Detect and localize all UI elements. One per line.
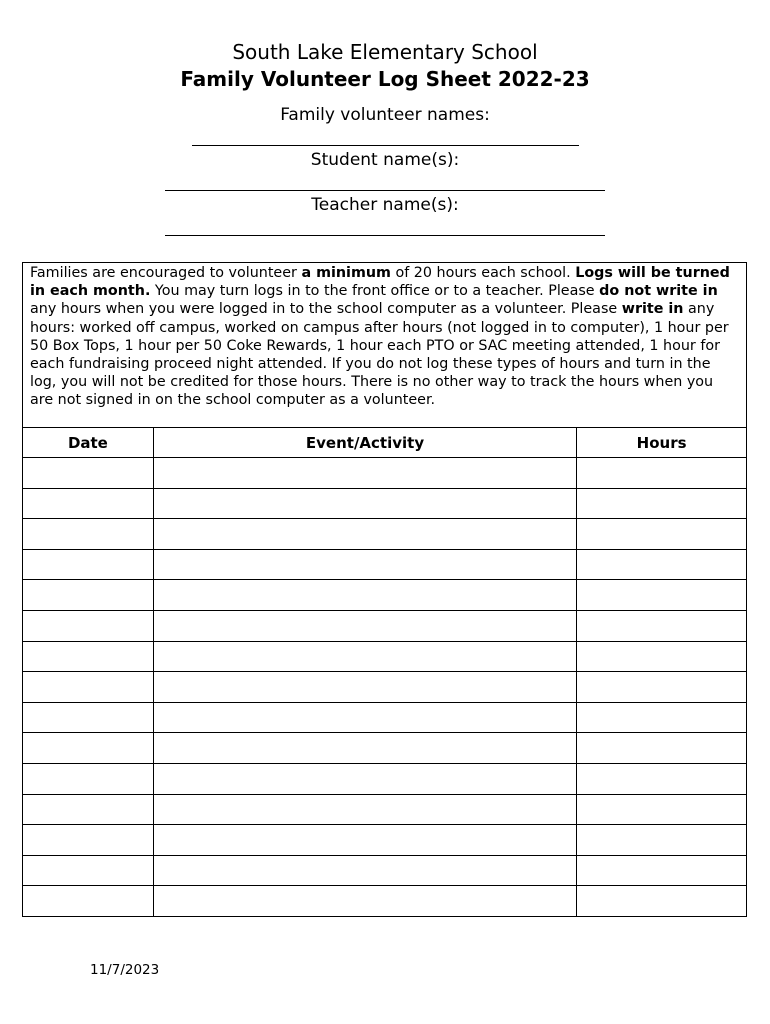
date-cell[interactable]: [23, 519, 154, 550]
date-cell[interactable]: [23, 458, 154, 489]
hours-cell[interactable]: [577, 733, 747, 764]
table-row: [23, 763, 747, 794]
notice-emphasis: do not write in: [599, 283, 718, 300]
table-row: [23, 641, 747, 672]
table-row: [23, 580, 747, 611]
table-row: [23, 672, 747, 703]
event-cell[interactable]: [153, 763, 576, 794]
footer-date: 11/7/2023: [90, 962, 160, 978]
hours-cell[interactable]: [577, 519, 747, 550]
page-title: Family Volunteer Log Sheet 2022-23: [180, 67, 590, 91]
event-cell[interactable]: [153, 886, 576, 917]
event-cell[interactable]: [153, 825, 576, 856]
event-cell[interactable]: [153, 702, 576, 733]
event-cell[interactable]: [153, 549, 576, 580]
event-cell[interactable]: [153, 855, 576, 886]
event-cell[interactable]: [153, 519, 576, 550]
event-cell[interactable]: [153, 733, 576, 764]
date-cell[interactable]: [23, 672, 154, 703]
date-cell[interactable]: [23, 610, 154, 641]
date-cell[interactable]: [23, 702, 154, 733]
hours-cell[interactable]: [577, 641, 747, 672]
volunteer-log-table: [22, 262, 747, 917]
hours-cell[interactable]: [577, 549, 747, 580]
event-cell[interactable]: [153, 458, 576, 489]
table-row: [23, 610, 747, 641]
date-cell[interactable]: [23, 825, 154, 856]
family-names-label: Family volunteer names:: [280, 105, 490, 125]
notice-emphasis: Logs will be turned in each month.: [30, 265, 730, 300]
table-row: [23, 702, 747, 733]
date-cell[interactable]: [23, 763, 154, 794]
event-cell[interactable]: [153, 641, 576, 672]
date-cell[interactable]: [23, 794, 154, 825]
date-cell[interactable]: [23, 886, 154, 917]
notice-emphasis: a minimum: [301, 265, 391, 281]
hours-cell[interactable]: [577, 610, 747, 641]
date-cell[interactable]: [23, 855, 154, 886]
hours-cell[interactable]: [577, 702, 747, 733]
school-name: South Lake Elementary School: [232, 40, 538, 64]
date-cell[interactable]: [23, 549, 154, 580]
date-cell[interactable]: [23, 641, 154, 672]
table-row: [23, 488, 747, 519]
student-names-label: Student name(s):: [310, 150, 460, 170]
hours-cell[interactable]: [577, 458, 747, 489]
event-cell[interactable]: [153, 580, 576, 611]
hours-cell[interactable]: [577, 855, 747, 886]
column-header-hours: Hours: [577, 428, 747, 458]
event-cell[interactable]: [153, 794, 576, 825]
notice-text: You may turn logs in to the front office or to a teacher. Please: [150, 283, 600, 300]
event-cell[interactable]: [153, 488, 576, 519]
hours-cell[interactable]: [577, 825, 747, 856]
hours-cell[interactable]: [577, 488, 747, 519]
table-row: [23, 825, 747, 856]
table-row: [23, 458, 747, 489]
hours-cell[interactable]: [577, 672, 747, 703]
family-names-line[interactable]: [192, 145, 579, 146]
date-cell[interactable]: [23, 580, 154, 611]
table-row: [23, 855, 747, 886]
hours-cell[interactable]: [577, 794, 747, 825]
event-cell[interactable]: [153, 610, 576, 641]
column-header-date: Date: [23, 428, 154, 458]
teacher-names-label: Teacher name(s):: [311, 195, 459, 215]
date-cell[interactable]: [23, 488, 154, 519]
table-row: [23, 549, 747, 580]
event-cell[interactable]: [153, 672, 576, 703]
instructions-notice: [23, 263, 747, 428]
date-cell[interactable]: [23, 733, 154, 764]
table-row: [23, 886, 747, 917]
notice-text: Families are encouraged to volunteer: [30, 265, 302, 281]
student-names-line[interactable]: [165, 190, 605, 191]
hours-cell[interactable]: [577, 763, 747, 794]
notice-text: of 20 hours each school.: [390, 265, 576, 281]
hours-cell[interactable]: [577, 886, 747, 917]
column-header-event: Event/Activity: [153, 428, 576, 458]
notice-text: any hours: worked off campus, worked on campus after hours (not logged in to computer), 1 hour per 50 Box Tops, 1 hour per 50 Coke Rewards, 1 hour each PTO or SAC meeting attended, 1 hour for each fundraising proceed night attended. If you do not log these types of hours and turn in the log, you will not be credited for those hours. There is no other way to track the hours when you are not signed in on the school computer as a volunteer.: [30, 301, 729, 409]
teacher-names-line[interactable]: [165, 235, 605, 236]
table-row: [23, 519, 747, 550]
notice-text: any hours when you were logged in to the school computer as a volunteer. Please: [30, 301, 622, 318]
table-row: [23, 733, 747, 764]
hours-cell[interactable]: [577, 580, 747, 611]
table-header-row: [23, 428, 747, 458]
table-row: [23, 794, 747, 825]
notice-emphasis: write in: [621, 301, 684, 318]
